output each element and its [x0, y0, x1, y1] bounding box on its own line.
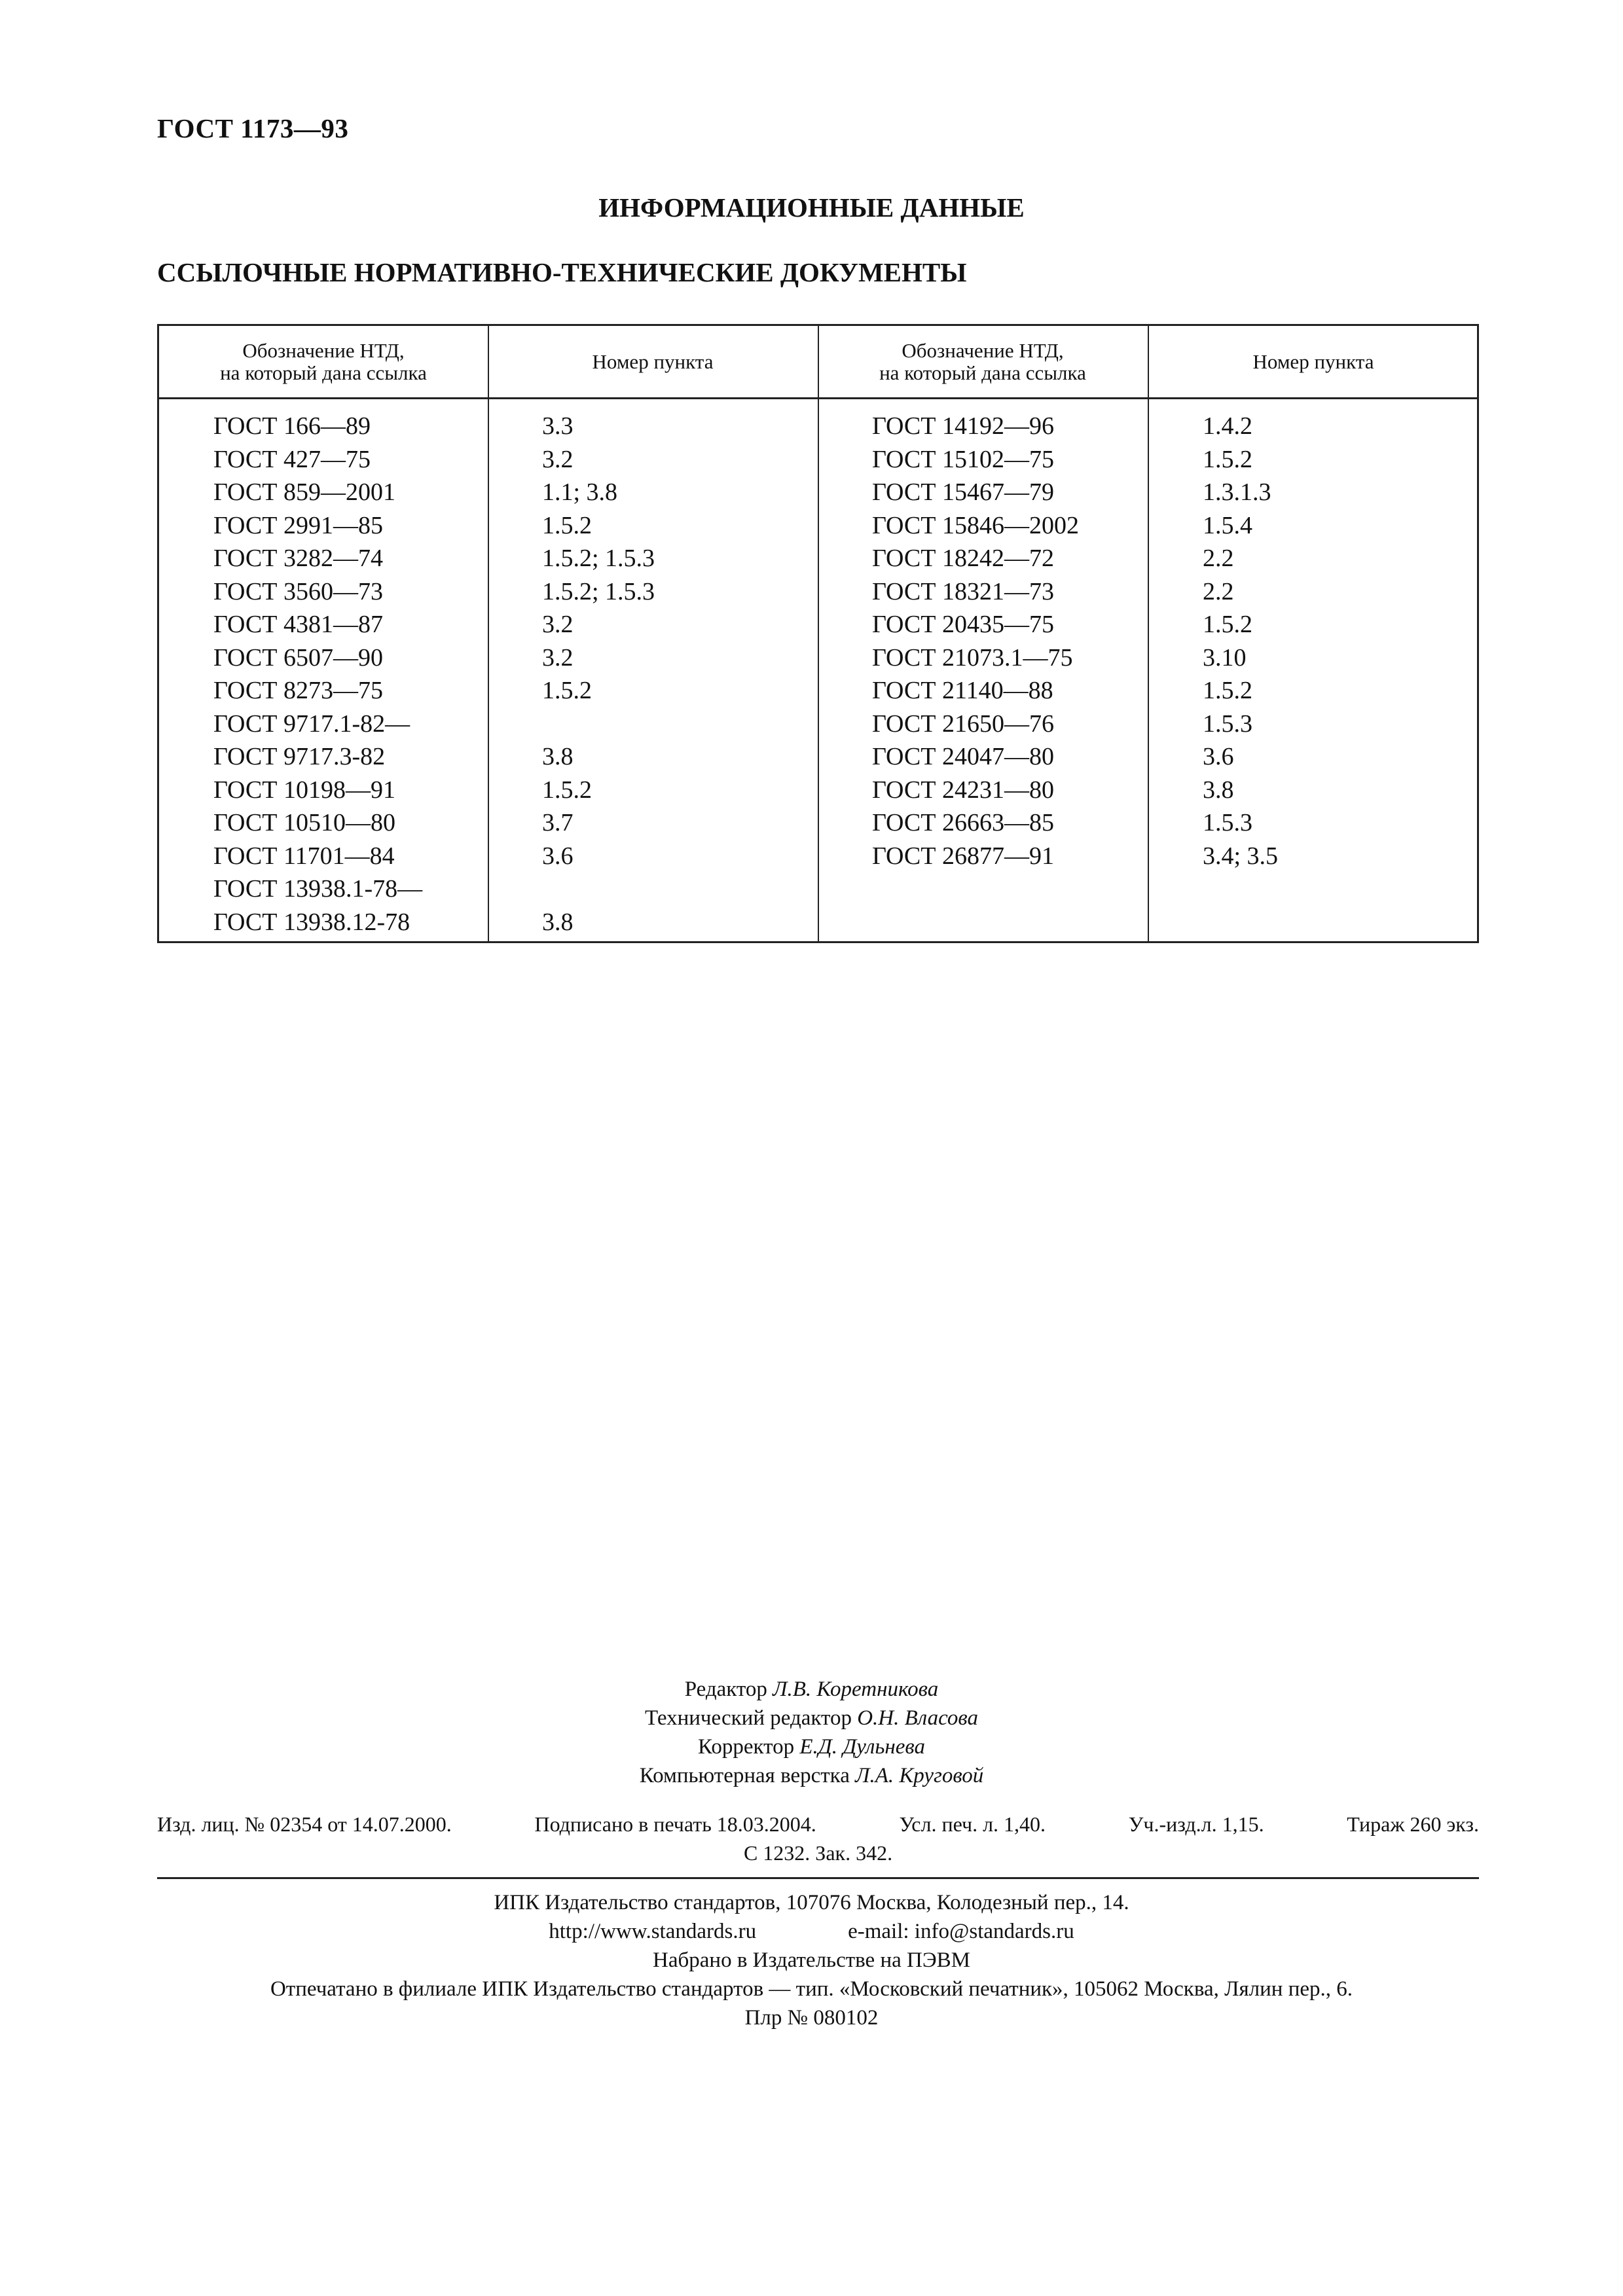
designation-cell: ГОСТ 9717.3-82	[213, 743, 386, 770]
header-designation-line1: Обозначение НТД,	[242, 338, 405, 362]
publication-imprint	[157, 1810, 1479, 1867]
left-clauses-column	[542, 410, 655, 939]
header-designation-left	[159, 326, 488, 397]
designation-cell: ГОСТ 18242—72	[872, 545, 1054, 572]
clause-cell: 2.2	[1203, 545, 1234, 572]
clause-cell: 1.1; 3.8	[542, 478, 618, 506]
publisher-info	[0, 1888, 1623, 2032]
clause-cell: 1.5.2	[1203, 677, 1252, 704]
clause-cell: 3.6	[542, 842, 574, 870]
designation-cell: ГОСТ 9717.1-82—	[213, 709, 410, 738]
designation-cell: ГОСТ 24231—80	[872, 776, 1054, 804]
header-designation-right	[818, 326, 1148, 397]
clause-cell: 3.4; 3.5	[1203, 842, 1279, 870]
imprint-signed: Подписано в печать 18.03.2004.	[534, 1812, 816, 1836]
credit-role: Редактор	[684, 1677, 767, 1701]
clause-cell: 3.2	[542, 643, 574, 672]
imprint-circulation: Тираж 260 экз.	[1347, 1812, 1479, 1836]
clause-cell: 1.5.2	[1203, 611, 1252, 638]
clause-cell: 3.10	[1203, 643, 1247, 672]
editorial-credits	[0, 1675, 1623, 1790]
designation-cell: ГОСТ 4381—87	[213, 611, 383, 638]
column-divider	[488, 326, 489, 941]
designation-cell: ГОСТ 11701—84	[213, 842, 395, 870]
info-data-title: ИНФОРМАЦИОННЫЕ ДАННЫЕ	[598, 192, 1025, 223]
referenced-documents-table	[157, 324, 1479, 943]
left-designations-column	[213, 410, 422, 939]
header-designation-line1: Обозначение НТД,	[902, 338, 1064, 362]
credit-tech-editor	[0, 1704, 1623, 1732]
designation-cell: ГОСТ 26663—85	[872, 809, 1054, 836]
credit-layout	[0, 1761, 1623, 1790]
clause-cell: 1.3.1.3	[1203, 478, 1271, 506]
clause-cell: 3.3	[542, 412, 574, 440]
header-designation-line2: на который дана ссылка	[220, 361, 427, 384]
clause-cell: 1.4.2	[1203, 412, 1252, 440]
imprint-sheets: Усл. печ. л. 1,40.	[899, 1812, 1046, 1836]
credit-proofreader	[0, 1732, 1623, 1761]
clause-cell: 3.2	[542, 445, 574, 473]
clause-cell: 1.5.2; 1.5.3	[542, 577, 655, 605]
clause-cell: 2.2	[1203, 577, 1234, 605]
imprint-pub-sheets: Уч.-изд.л. 1,15.	[1128, 1812, 1264, 1836]
clause-cell: 1.5.3	[1203, 709, 1252, 738]
designation-cell: ГОСТ 8273—75	[213, 677, 383, 704]
designation-cell: ГОСТ 26877—91	[872, 842, 1054, 870]
clause-cell: 1.5.4	[1203, 511, 1252, 539]
designation-cell: ГОСТ 166—89	[213, 412, 371, 440]
clause-cell: 1.5.2; 1.5.3	[542, 545, 655, 572]
header-clause-right: Номер пункта	[1252, 350, 1374, 373]
credit-name: Л.А. Круговой	[855, 1764, 984, 1787]
credit-role: Корректор	[697, 1735, 795, 1759]
designation-cell: ГОСТ 18321—73	[872, 577, 1054, 605]
clause-cell: 3.8	[542, 743, 574, 770]
credit-role: Технический редактор	[644, 1706, 852, 1730]
credit-name: Л.В. Коретникова	[773, 1677, 939, 1701]
designation-cell: ГОСТ 13938.12-78	[213, 908, 410, 936]
designation-cell: ГОСТ 15102—75	[872, 445, 1054, 473]
clause-cell: 3.8	[1203, 776, 1234, 804]
clause-cell: 1.5.2	[542, 677, 592, 704]
imprint-license: Изд. лиц. № 02354 от 14.07.2000.	[157, 1812, 452, 1836]
credit-name: Е.Д. Дульнева	[799, 1735, 926, 1759]
header-designation-line2: на который дана ссылка	[879, 361, 1086, 384]
designation-cell: ГОСТ 14192—96	[872, 412, 1054, 440]
clause-cell: 3.8	[542, 908, 574, 936]
clause-cell: 1.5.2	[1203, 445, 1252, 473]
header-divider	[159, 397, 1477, 399]
imprint-order: С 1232. Зак. 342.	[743, 1841, 893, 1865]
designation-cell: ГОСТ 10510—80	[213, 809, 395, 836]
designation-cell: ГОСТ 15846—2002	[872, 511, 1079, 539]
credit-role: Компьютерная верстка	[639, 1764, 850, 1787]
right-clauses-column	[1203, 410, 1278, 872]
publisher-email-link[interactable]: e-mail: info@standards.ru	[848, 1920, 1074, 1943]
footer-divider	[157, 1877, 1479, 1879]
designation-cell: ГОСТ 24047—80	[872, 743, 1054, 770]
clause-cell: 3.2	[542, 611, 574, 638]
clause-cell: 1.5.2	[542, 511, 592, 539]
publisher-plr: Плр № 080102	[744, 2006, 879, 2030]
credit-name: О.Н. Власова	[857, 1706, 979, 1730]
clause-cell: 1.5.2	[542, 776, 592, 804]
clause-cell	[542, 708, 655, 741]
publisher-typeset: Набрано в Издательстве на ПЭВМ	[653, 1948, 970, 1972]
credit-editor	[0, 1675, 1623, 1704]
designation-cell: ГОСТ 13938.1-78—	[213, 875, 423, 903]
column-divider	[1148, 326, 1149, 941]
designation-cell: ГОСТ 427—75	[213, 445, 371, 473]
publisher-contacts	[0, 1917, 1623, 1946]
imprint-line	[157, 1810, 1479, 1839]
designation-cell: ГОСТ 21650—76	[872, 709, 1054, 738]
clause-cell: 3.6	[1203, 743, 1234, 770]
referenced-documents-title: ССЫЛОЧНЫЕ НОРМАТИВНО-ТЕХНИЧЕСКИЕ ДОКУМЕНТЫ	[157, 257, 967, 287]
clause-cell: 3.7	[542, 809, 574, 836]
designation-cell: ГОСТ 6507—90	[213, 643, 383, 672]
running-head-standard-code: ГОСТ 1173—93	[157, 113, 349, 143]
designation-cell: ГОСТ 3560—73	[213, 577, 383, 605]
publisher-address: ИПК Издательство стандартов, 107076 Москва, Колодезный пер., 14.	[494, 1891, 1129, 1914]
publisher-website-link[interactable]: http://www.standards.ru	[549, 1920, 757, 1943]
designation-cell: ГОСТ 15467—79	[872, 478, 1054, 506]
designation-cell: ГОСТ 21073.1—75	[872, 643, 1073, 672]
designation-cell: ГОСТ 2991—85	[213, 511, 383, 539]
designation-cell: ГОСТ 3282—74	[213, 545, 383, 572]
clause-cell: 1.5.3	[1203, 809, 1252, 836]
column-divider	[818, 326, 819, 941]
designation-cell: ГОСТ 859—2001	[213, 478, 395, 506]
clause-cell	[542, 872, 655, 906]
designation-cell: ГОСТ 21140—88	[872, 677, 1053, 704]
designation-cell: ГОСТ 20435—75	[872, 611, 1054, 638]
publisher-printed: Отпечатано в филиале ИПК Издательство стандартов — тип. «Московский печатник», 105062 Москва, Лялин пер., 6.	[270, 1977, 1353, 2001]
header-clause-left: Номер пункта	[592, 350, 714, 373]
designation-cell: ГОСТ 10198—91	[213, 776, 395, 804]
right-designations-column	[872, 410, 1079, 872]
